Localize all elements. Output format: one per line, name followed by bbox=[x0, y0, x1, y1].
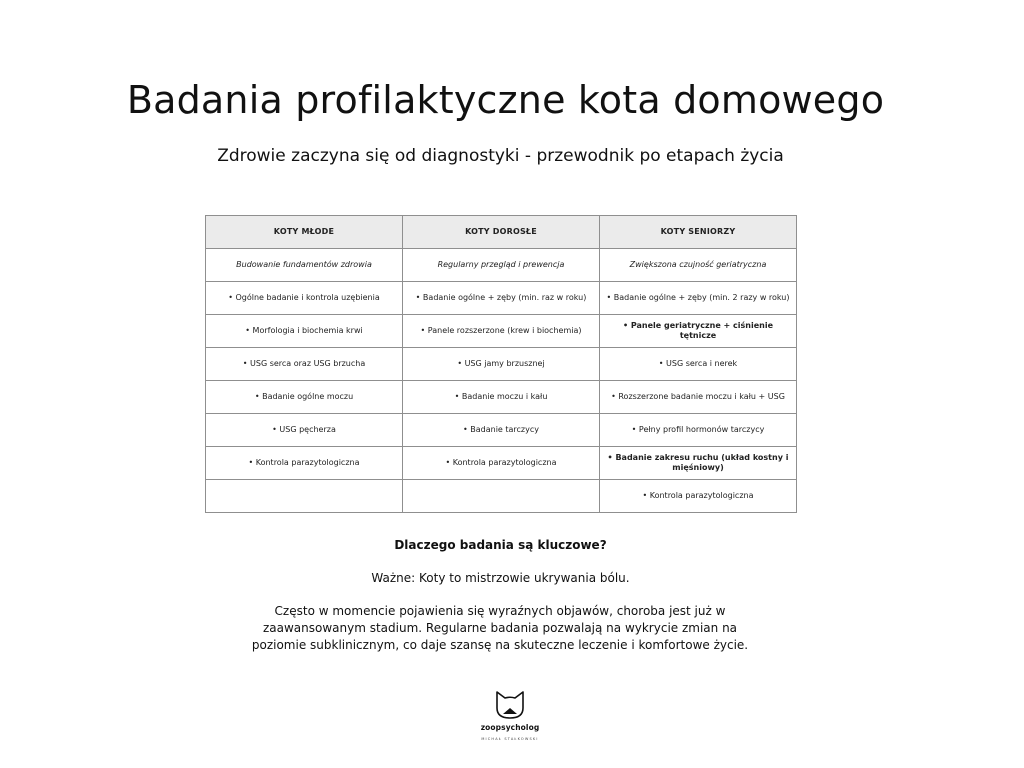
table-row bbox=[206, 447, 797, 480]
table-cell: • Pełny profil hormonów tarczycy bbox=[600, 414, 797, 447]
table-cell: • Badanie tarczycy bbox=[403, 414, 600, 447]
page-subtitle: Zdrowie zaczyna się od diagnostyki - przewodnik po etapach życia bbox=[217, 146, 784, 166]
table-cell: • Rozszerzone badanie moczu i kału + USG bbox=[600, 381, 797, 414]
table-cell: • Panele geriatryczne + ciśnienie tętnicze bbox=[600, 315, 797, 348]
brand-logo bbox=[470, 690, 550, 750]
why-paragraph: Często w momencie pojawienia się wyraźnych objawów, choroba jest już w zaawansowanym stadium. Regularne badania pozwalają na wykrycie zmian na poziomie subklinicznym, co daje szansę na skuteczne leczenie i komfortowe życie. bbox=[251, 604, 749, 652]
table-cell bbox=[206, 480, 403, 513]
table-cell: Regularny przegląd i prewencja bbox=[403, 249, 600, 282]
brand-name: zoopsycholog bbox=[480, 723, 540, 732]
table-row bbox=[206, 381, 797, 414]
table-row bbox=[206, 348, 797, 381]
column-header-adult: KOTY DOROSŁE bbox=[403, 216, 600, 249]
cat-head-icon bbox=[494, 690, 526, 720]
table-row bbox=[206, 480, 797, 513]
table-cell bbox=[403, 480, 600, 513]
checkup-table bbox=[205, 215, 797, 513]
table-cell: • USG serca i nerek bbox=[600, 348, 797, 381]
table-row bbox=[206, 315, 797, 348]
table-cell: • Kontrola parazytologiczna bbox=[600, 480, 797, 513]
table-cell: Zwiększona czujność geriatryczna bbox=[600, 249, 797, 282]
table-cell: • Panele rozszerzone (krew i biochemia) bbox=[403, 315, 600, 348]
why-heading: Dlaczego badania są kluczowe? bbox=[394, 538, 607, 552]
table-cell: • USG jamy brzusznej bbox=[403, 348, 600, 381]
important-note: Ważne: Koty to mistrzowie ukrywania bólu. bbox=[371, 571, 630, 585]
table-cell: • Badanie moczu i kału bbox=[403, 381, 600, 414]
table-row bbox=[206, 414, 797, 447]
table-cell: Budowanie fundamentów zdrowia bbox=[206, 249, 403, 282]
column-header-young: KOTY MŁODE bbox=[206, 216, 403, 249]
table-cell: • Kontrola parazytologiczna bbox=[206, 447, 403, 480]
brand-tagline: MICHAŁ STAŁKOWSKI bbox=[481, 737, 539, 741]
table-cell: • Badanie ogólne + zęby (min. 2 razy w roku) bbox=[600, 282, 797, 315]
column-header-senior: KOTY SENIORZY bbox=[600, 216, 797, 249]
table-cell: • Kontrola parazytologiczna bbox=[403, 447, 600, 480]
table-subheader-row bbox=[206, 249, 797, 282]
table-row bbox=[206, 282, 797, 315]
table-cell: • Ogólne badanie i kontrola uzębienia bbox=[206, 282, 403, 315]
table-cell: • Morfologia i biochemia krwi bbox=[206, 315, 403, 348]
table-cell: • Badanie ogólne + zęby (min. raz w roku) bbox=[403, 282, 600, 315]
table-cell: • USG serca oraz USG brzucha bbox=[206, 348, 403, 381]
table-header-row bbox=[206, 216, 797, 249]
table-cell: • Badanie zakresu ruchu (układ kostny i mięśniowy) bbox=[600, 447, 797, 480]
table-cell: • Badanie ogólne moczu bbox=[206, 381, 403, 414]
page-title: Badania profilaktyczne kota domowego bbox=[126, 78, 885, 122]
table-cell: • USG pęcherza bbox=[206, 414, 403, 447]
